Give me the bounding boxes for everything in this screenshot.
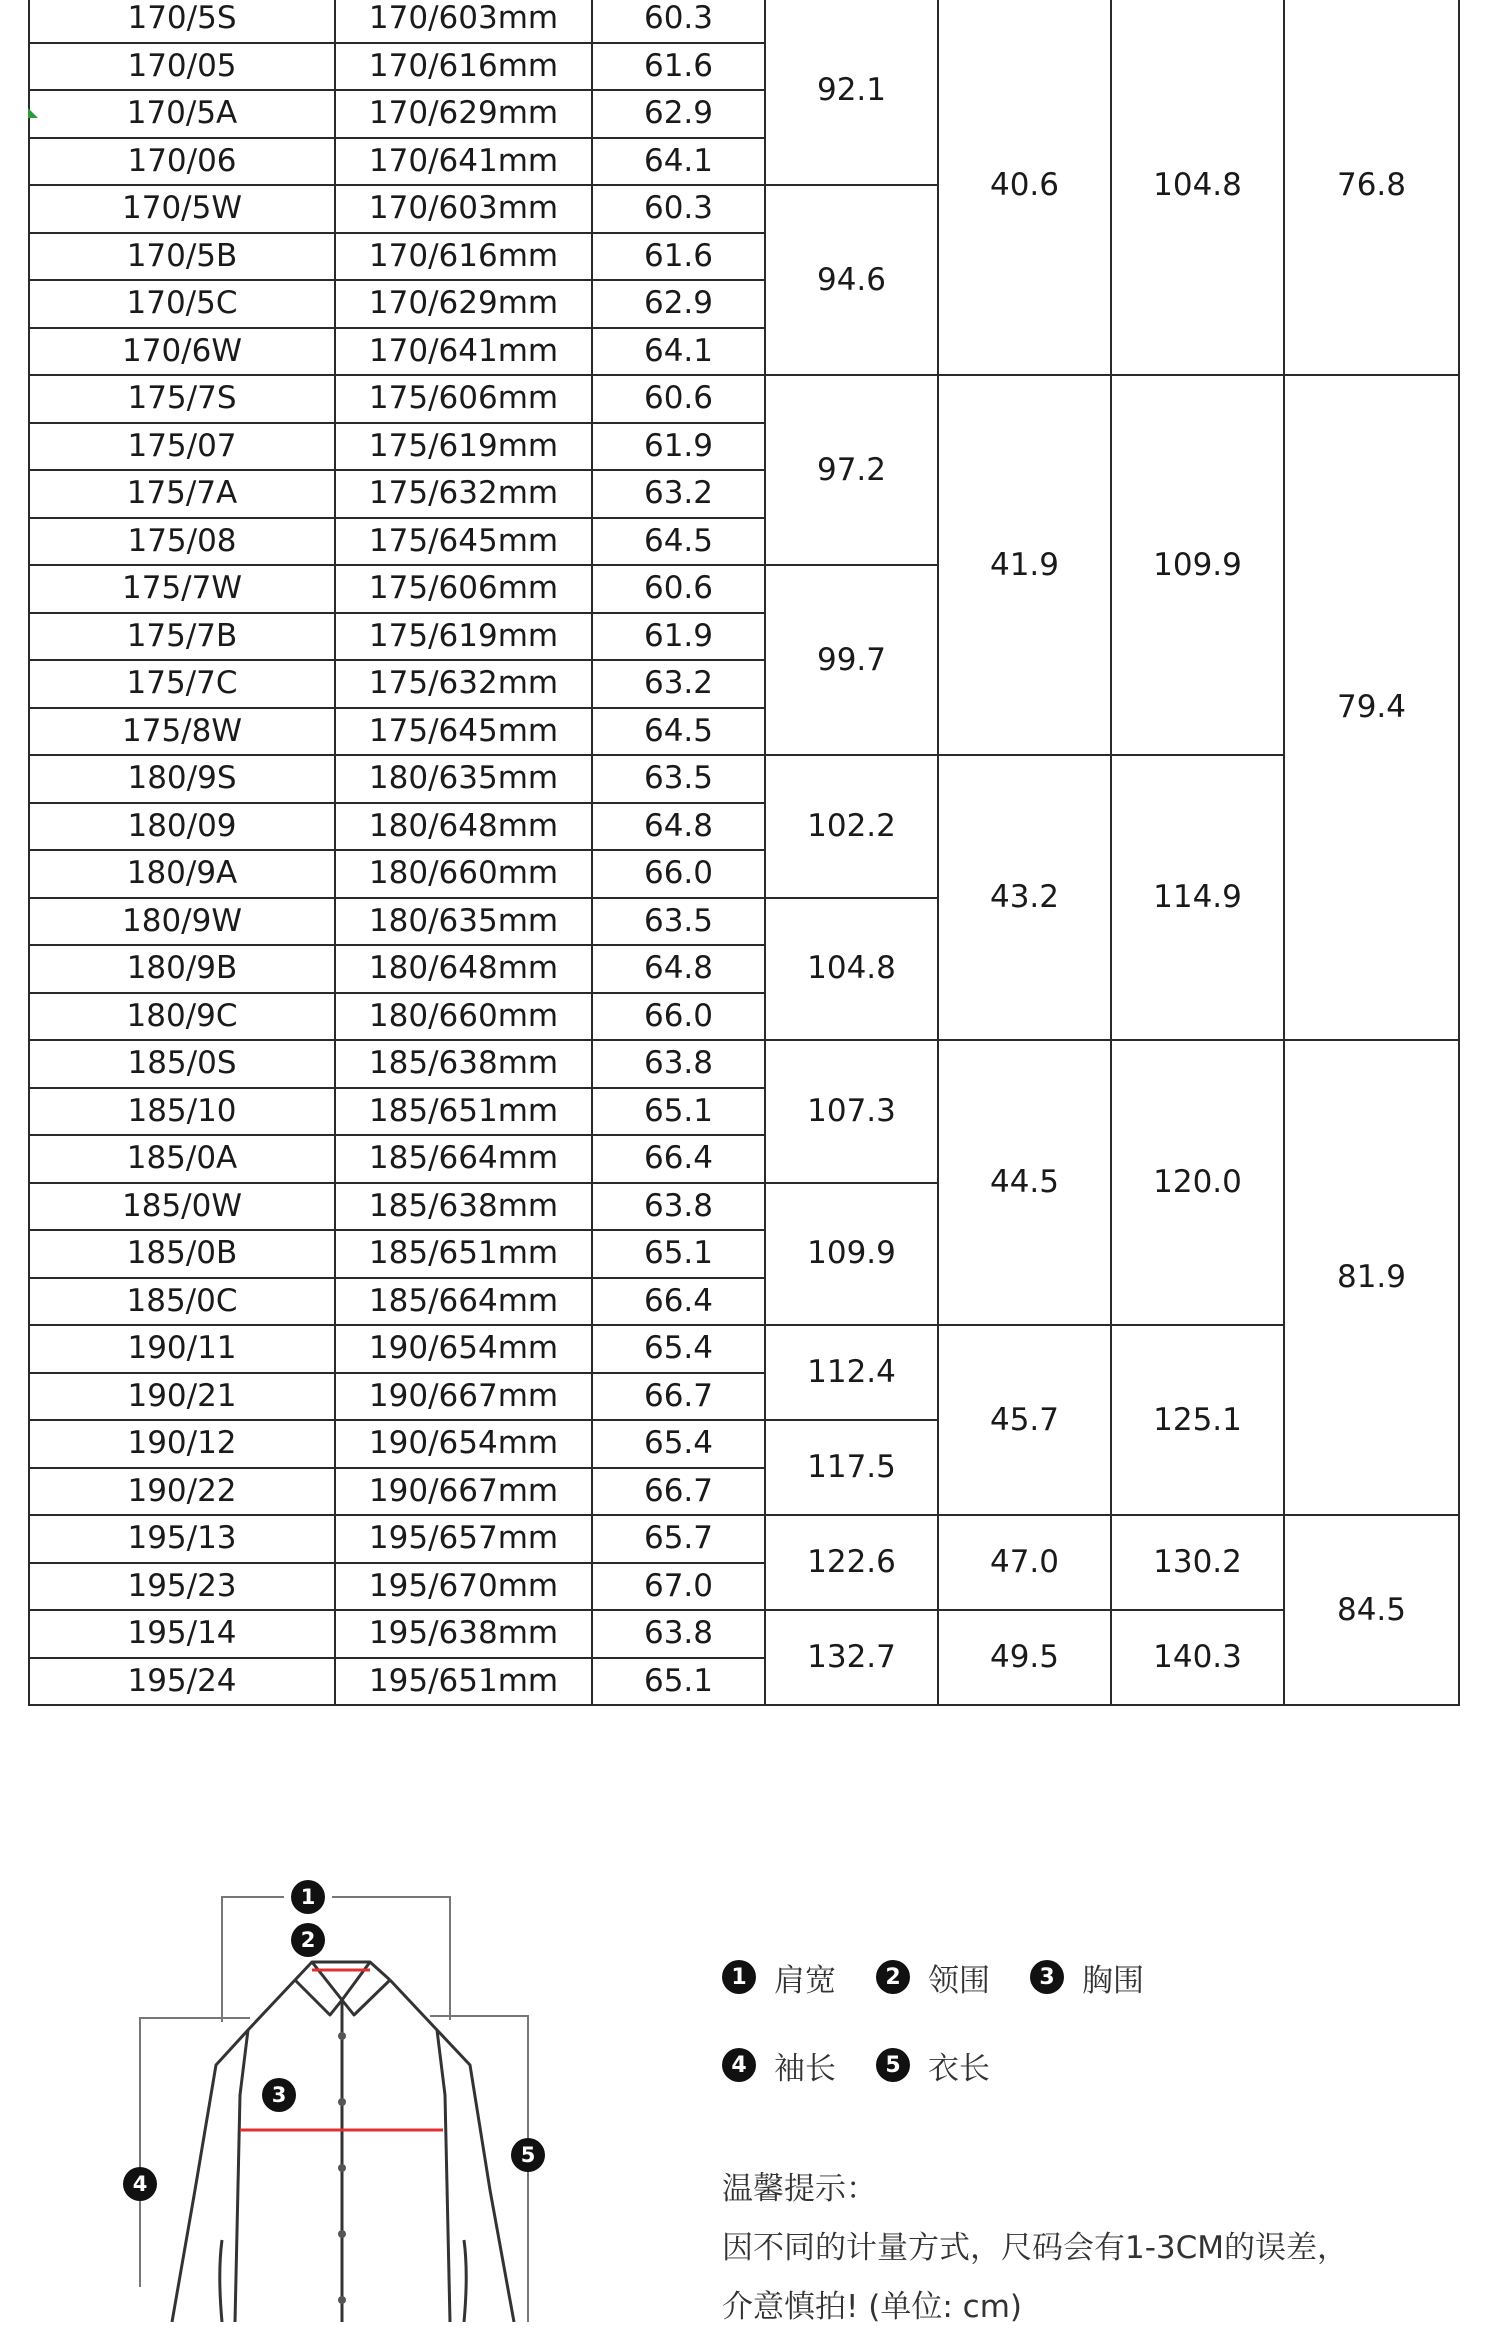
legend-label: 衣长 <box>928 2050 990 2087</box>
sleeve-cell: 64.1 <box>592 328 765 376</box>
size-table-body <box>29 0 1459 1705</box>
sleeve-cell: 61.6 <box>592 233 765 281</box>
neck-cell: 195/638mm <box>335 1610 592 1658</box>
legend-label: 肩宽 <box>774 1962 836 1999</box>
shoulder-cell: 43.2 <box>938 755 1111 1040</box>
neck-cell: 170/616mm <box>335 43 592 91</box>
legend-item-neck <box>876 1955 990 2000</box>
neck-cell: 190/654mm <box>335 1420 592 1468</box>
legend-item-shoulder <box>722 1955 836 2000</box>
sleeve-cell: 62.9 <box>592 90 765 138</box>
number-4-icon: 4 <box>722 2048 756 2082</box>
neck-cell: 185/664mm <box>335 1135 592 1183</box>
neck-cell: 180/648mm <box>335 803 592 851</box>
number-3-icon: 3 <box>1030 1960 1064 1994</box>
neck-cell: 180/660mm <box>335 993 592 1041</box>
neck-cell: 180/635mm <box>335 898 592 946</box>
neck-cell: 195/651mm <box>335 1658 592 1706</box>
length-cell: 140.3 <box>1111 1610 1284 1705</box>
size-cell: 175/7S <box>29 375 335 423</box>
size-cell: 170/06 <box>29 138 335 186</box>
table-row <box>29 1610 1459 1658</box>
number-1-icon: 1 <box>722 1960 756 1994</box>
number-5-icon: 5 <box>876 2048 910 2082</box>
size-cell: 170/5B <box>29 233 335 281</box>
notice <box>722 2160 1348 2337</box>
marker-sleeve-num: 4 <box>132 2172 148 2196</box>
sleeve-cell: 65.1 <box>592 1088 765 1136</box>
marker-neck-num: 2 <box>300 1928 316 1952</box>
size-cell: 170/5A <box>29 90 335 138</box>
size-cell: 185/0B <box>29 1230 335 1278</box>
neck-cell: 170/641mm <box>335 138 592 186</box>
size-cell: 180/09 <box>29 803 335 851</box>
size-cell: 190/22 <box>29 1468 335 1516</box>
size-cell: 185/10 <box>29 1088 335 1136</box>
shoulder-cell: 45.7 <box>938 1325 1111 1515</box>
size-cell: 175/8W <box>29 708 335 756</box>
sleeve-cell: 65.7 <box>592 1515 765 1563</box>
chest-cell: 109.9 <box>765 1183 938 1326</box>
shoulder-cell: 44.5 <box>938 1040 1111 1325</box>
table-row <box>29 1040 1459 1088</box>
size-cell: 175/07 <box>29 423 335 471</box>
marker-shoulder <box>291 1880 325 1914</box>
legend-row <box>722 1955 1184 1999</box>
neck-cell: 170/616mm <box>335 233 592 281</box>
size-cell: 180/9C <box>29 993 335 1041</box>
sleeve-cell: 62.9 <box>592 280 765 328</box>
size-cell: 175/08 <box>29 518 335 566</box>
neck-cell: 190/667mm <box>335 1373 592 1421</box>
legend-item-chest <box>1030 1955 1144 2000</box>
length-cell: 130.2 <box>1111 1515 1284 1610</box>
neck-cell: 185/651mm <box>335 1088 592 1136</box>
length-cell: 109.9 <box>1111 375 1284 755</box>
size-cell: 180/9B <box>29 945 335 993</box>
sleeve-cell: 60.6 <box>592 375 765 423</box>
chest-cell: 99.7 <box>765 565 938 755</box>
size-cell: 195/24 <box>29 1658 335 1706</box>
sleeve-cell: 64.5 <box>592 708 765 756</box>
chest-cell: 122.6 <box>765 1515 938 1610</box>
sleeve-cell: 66.7 <box>592 1373 765 1421</box>
size-cell: 170/5W <box>29 185 335 233</box>
size-cell: 185/0C <box>29 1278 335 1326</box>
chest-cell: 94.6 <box>765 185 938 375</box>
chest-cell: 132.7 <box>765 1610 938 1705</box>
sleeve-cell: 61.6 <box>592 43 765 91</box>
size-cell: 180/9S <box>29 755 335 803</box>
sleeve-cell: 61.9 <box>592 613 765 661</box>
shoulder-cell: 40.6 <box>938 0 1111 375</box>
size-cell: 175/7W <box>29 565 335 613</box>
diagram-markers <box>123 1880 545 2201</box>
sleeve-cell: 66.4 <box>592 1135 765 1183</box>
size-cell: 170/6W <box>29 328 335 376</box>
sleeve-cell: 65.4 <box>592 1325 765 1373</box>
notice-line: 因不同的计量方式，尺码会有1-3CM的误差， <box>722 2230 1349 2266</box>
size-cell: 175/7C <box>29 660 335 708</box>
sleeve-cell: 66.0 <box>592 993 765 1041</box>
size-cell: 190/12 <box>29 1420 335 1468</box>
sleeve-cell: 64.8 <box>592 803 765 851</box>
legend-row <box>722 2043 1184 2087</box>
neck-cell: 175/632mm <box>335 470 592 518</box>
neck-cell: 185/664mm <box>335 1278 592 1326</box>
table-row <box>29 1325 1459 1373</box>
green-corner-mark <box>28 108 38 118</box>
neck-cell: 170/603mm <box>335 185 592 233</box>
neck-cell: 170/641mm <box>335 328 592 376</box>
size-cell: 185/0W <box>29 1183 335 1231</box>
neck-cell: 190/667mm <box>335 1468 592 1516</box>
number-2-icon: 2 <box>876 1960 910 1994</box>
length-cell: 114.9 <box>1111 755 1284 1040</box>
neck-cell: 175/645mm <box>335 708 592 756</box>
measurement-legend <box>722 1955 1184 2131</box>
shoulder-cell: 47.0 <box>938 1515 1111 1610</box>
shirt-measurement-diagram <box>90 1840 610 2322</box>
sleeve-cell: 63.5 <box>592 898 765 946</box>
sleeve-cell: 65.1 <box>592 1658 765 1706</box>
shoulder-cell: 41.9 <box>938 375 1111 755</box>
sleeve-cell: 60.6 <box>592 565 765 613</box>
size-cell: 195/13 <box>29 1515 335 1563</box>
marker-chest <box>262 2078 296 2112</box>
chest-cell: 107.3 <box>765 1040 938 1183</box>
marker-sleeve <box>123 2167 157 2201</box>
legend-item-sleeve <box>722 2043 836 2088</box>
neck-cell: 175/606mm <box>335 375 592 423</box>
notice-title: 温馨提示： <box>722 2171 877 2207</box>
legend-label: 胸围 <box>1082 1962 1144 1999</box>
chest-cell: 102.2 <box>765 755 938 898</box>
neck-cell: 190/654mm <box>335 1325 592 1373</box>
sleeve-cell: 63.2 <box>592 470 765 518</box>
size-cell: 195/14 <box>29 1610 335 1658</box>
chest-cell: 92.1 <box>765 0 938 185</box>
neck-cell: 185/638mm <box>335 1183 592 1231</box>
notice-line: 介意慎拍! (单位: cm) <box>722 2289 1023 2325</box>
sleeve-cell: 65.4 <box>592 1420 765 1468</box>
neck-cell: 170/629mm <box>335 280 592 328</box>
neck-cell: 175/632mm <box>335 660 592 708</box>
chest-cell: 112.4 <box>765 1325 938 1420</box>
marker-shoulder-num: 1 <box>300 1885 316 1909</box>
chest-cell: 117.5 <box>765 1420 938 1515</box>
sleeve-cell: 63.5 <box>592 755 765 803</box>
size-cell: 175/7A <box>29 470 335 518</box>
size-cell: 175/7B <box>29 613 335 661</box>
table-row <box>29 375 1459 423</box>
size-table <box>28 0 1460 1706</box>
sleeve-cell: 66.0 <box>592 850 765 898</box>
sleeve-cell: 65.1 <box>592 1230 765 1278</box>
sleeve-cell: 64.8 <box>592 945 765 993</box>
chest-cell: 97.2 <box>765 375 938 565</box>
size-cell: 185/0A <box>29 1135 335 1183</box>
hem-cell: 76.8 <box>1284 0 1459 375</box>
sleeve-cell: 64.1 <box>592 138 765 186</box>
neck-cell: 170/629mm <box>335 90 592 138</box>
sleeve-cell: 66.7 <box>592 1468 765 1516</box>
neck-cell: 180/648mm <box>335 945 592 993</box>
legend-item-length <box>876 2043 990 2088</box>
legend-label: 袖长 <box>774 2050 836 2087</box>
neck-cell: 180/635mm <box>335 755 592 803</box>
hem-cell: 79.4 <box>1284 375 1459 1040</box>
neck-cell: 195/670mm <box>335 1563 592 1611</box>
table-row <box>29 1515 1459 1563</box>
legend-label: 领围 <box>928 1962 990 1999</box>
marker-length <box>511 2138 545 2172</box>
size-cell: 180/9A <box>29 850 335 898</box>
neck-cell: 175/606mm <box>335 565 592 613</box>
sleeve-cell: 63.2 <box>592 660 765 708</box>
sleeve-cell: 67.0 <box>592 1563 765 1611</box>
neck-cell: 175/619mm <box>335 613 592 661</box>
neck-cell: 195/657mm <box>335 1515 592 1563</box>
hem-cell: 81.9 <box>1284 1040 1459 1515</box>
sleeve-cell: 63.8 <box>592 1040 765 1088</box>
size-cell: 190/21 <box>29 1373 335 1421</box>
length-cell: 125.1 <box>1111 1325 1284 1515</box>
neck-cell: 175/645mm <box>335 518 592 566</box>
size-cell: 185/0S <box>29 1040 335 1088</box>
size-cell: 195/23 <box>29 1563 335 1611</box>
size-cell: 190/11 <box>29 1325 335 1373</box>
sleeve-cell: 64.5 <box>592 518 765 566</box>
sleeve-cell: 63.8 <box>592 1183 765 1231</box>
marker-neck <box>291 1923 325 1957</box>
size-cell: 170/05 <box>29 43 335 91</box>
neck-cell: 185/651mm <box>335 1230 592 1278</box>
size-cell: 180/9W <box>29 898 335 946</box>
shoulder-cell: 49.5 <box>938 1610 1111 1705</box>
table-row <box>29 755 1459 803</box>
length-cell: 120.0 <box>1111 1040 1284 1325</box>
sleeve-cell: 66.4 <box>592 1278 765 1326</box>
size-cell: 170/5S <box>29 0 335 43</box>
marker-chest-num: 3 <box>271 2083 287 2107</box>
chest-cell: 104.8 <box>765 898 938 1041</box>
neck-cell: 185/638mm <box>335 1040 592 1088</box>
marker-length-num: 5 <box>520 2143 536 2167</box>
sleeve-cell: 63.8 <box>592 1610 765 1658</box>
neck-cell: 175/619mm <box>335 423 592 471</box>
length-cell: 104.8 <box>1111 0 1284 375</box>
neck-cell: 170/603mm <box>335 0 592 43</box>
hem-cell: 84.5 <box>1284 1515 1459 1705</box>
sleeve-cell: 60.3 <box>592 0 765 43</box>
sleeve-cell: 60.3 <box>592 185 765 233</box>
neck-cell: 180/660mm <box>335 850 592 898</box>
size-cell: 170/5C <box>29 280 335 328</box>
sleeve-cell: 61.9 <box>592 423 765 471</box>
table-row <box>29 0 1459 43</box>
